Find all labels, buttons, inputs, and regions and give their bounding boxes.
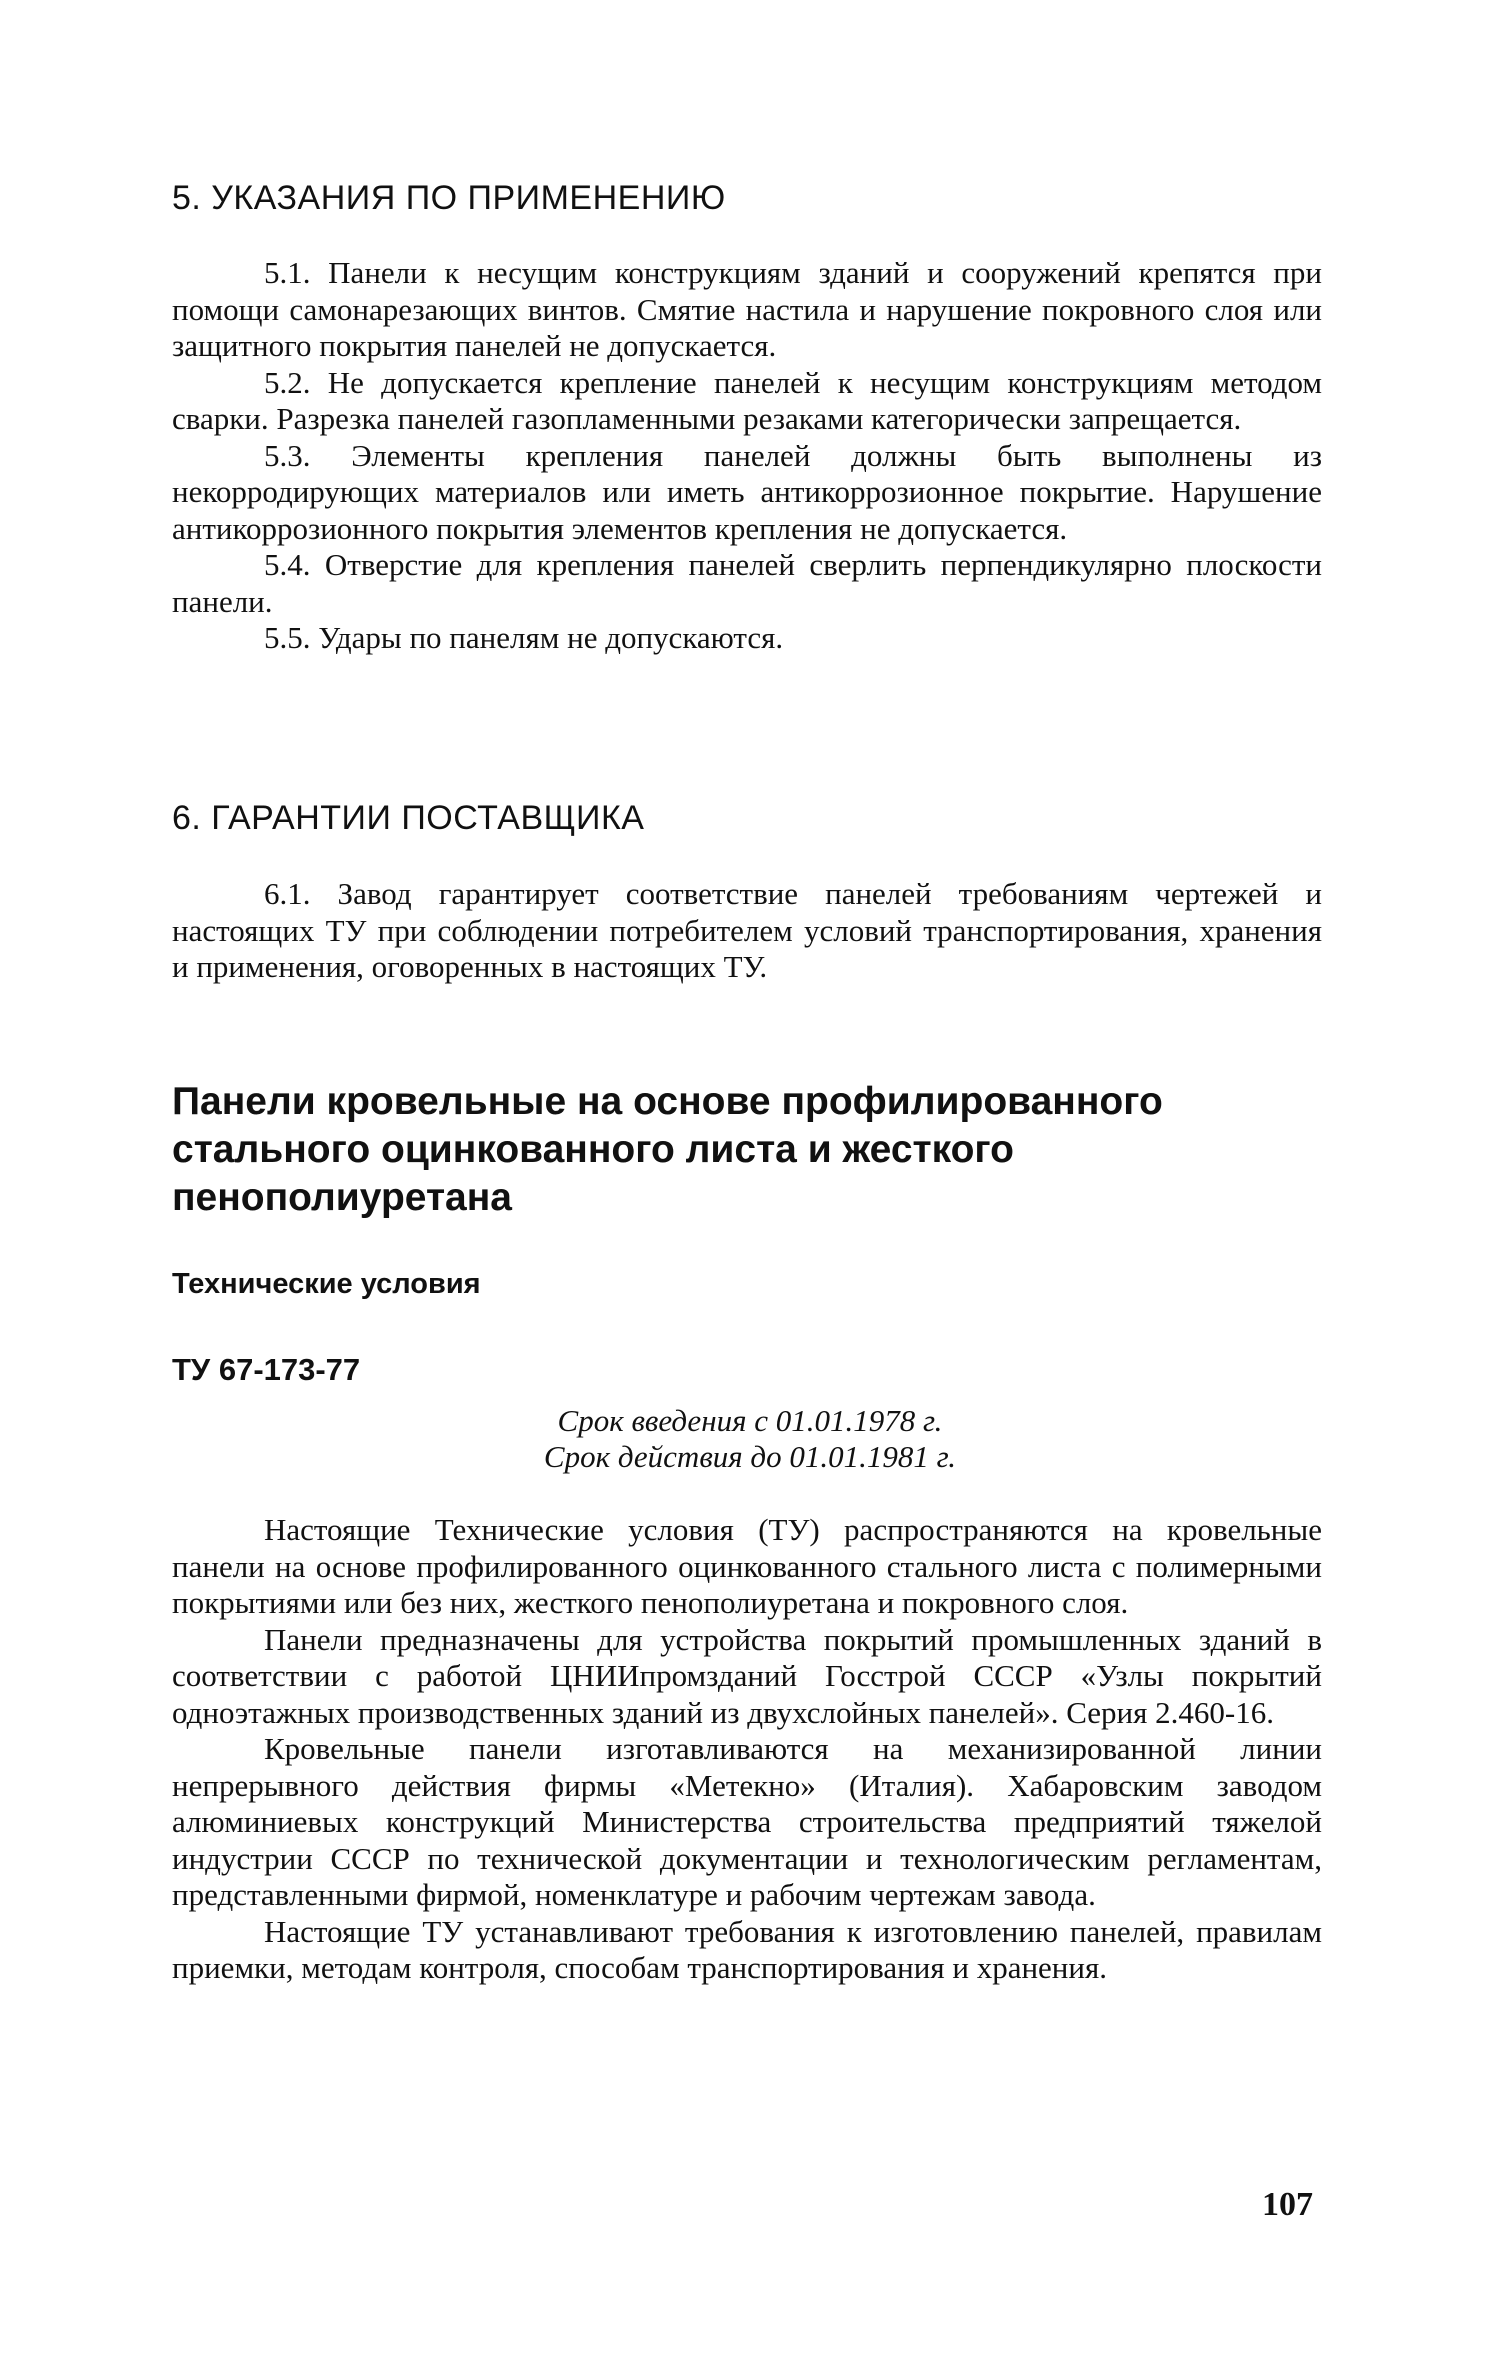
- validity-block: [500, 1403, 1000, 1475]
- section-5-body: [172, 255, 1322, 657]
- section-5-heading: 5. УКАЗАНИЯ ПО ПРИМЕНЕНИЮ: [172, 179, 726, 217]
- paragraph-5-1: 5.1. Панели к несущим конструкциям зданий и сооружений крепятся при помощи самонарезающих винтов. Смятие настила и нарушение покровного слоя или защитного покрытия панелей не допускается.: [172, 255, 1322, 363]
- paragraph-5-5: 5.5. Удары по панелям не допускаются.: [264, 620, 784, 655]
- intro-paragraph-2: Панели предназначены для устройства покрытий промышленных зданий в соответствии с работой ЦНИИпромзданий Госстрой СССР «Узлы покрытий одноэтажных производственных зданий из двухслойных панелей». Серия 2.460-16.: [172, 1621, 1322, 1730]
- paragraph-5-2: 5.2. Не допускается крепление панелей к несущим конструкциям методом сварки. Разрезка панелей газопламенными резаками категорически запрещается.: [172, 364, 1322, 436]
- paragraph-5-3: 5.3. Элементы крепления панелей должны быть выполнены из некорродирующих материалов или иметь антикоррозионное покрытие. Нарушение антикоррозионного покрытия элементов крепления не допускается.: [172, 437, 1322, 546]
- document-subtitle: Технические условия: [172, 1268, 481, 1300]
- paragraph-6-1: 6.1. Завод гарантирует соответствие панелей требованиям чертежей и настоящих ТУ при соблюдении потребителем условий транспортирования, хранения и применения, оговоренных в настоящих ТУ.: [172, 876, 1322, 984]
- page-number: 107: [1262, 2186, 1313, 2223]
- intro-paragraph-3: Кровельные панели изготавливаются на механизированной линии непрерывного действия фирмы «Метекно» (Италия). Хабаровским заводом алюминиевых конструкций Министерства строительства предприятий тяжелой индустрии СССР по технической документации и технологическим регламентам, представленными фирмой, номенклатуре и рабочим чертежам завода.: [172, 1731, 1322, 1912]
- document-code: ТУ 67-173-77: [172, 1352, 361, 1387]
- paragraph-5-4: 5.4. Отверстие для крепления панелей сверлить перпендикулярно плоскости панели.: [172, 547, 1322, 619]
- intro-paragraph-4: Настоящие ТУ устанавливают требования к изготовлению панелей, правилам приемки, методам контроля, способам транспортирования и хранения.: [172, 1913, 1322, 1985]
- intro-paragraph-1: Настоящие Технические условия (ТУ) распространяются на кровельные панели на основе профилированного оцинкованного стального листа с полимерными покрытиями или без них, жесткого пенополиуретана и покровного слоя.: [172, 1512, 1322, 1620]
- valid-until: Срок действия до 01.01.1981 г.: [543, 1439, 957, 1474]
- section-6-body: [172, 876, 1322, 986]
- section-6-heading: 6. ГАРАНТИИ ПОСТАВЩИКА: [172, 799, 645, 837]
- document-title: Панели кровельные на основе профилированного стального оцинкованного листа и жесткого пенополиуретана: [172, 1080, 1163, 1219]
- document-intro: [172, 1512, 1322, 1987]
- effective-from: Срок введения с 01.01.1978 г.: [557, 1403, 943, 1438]
